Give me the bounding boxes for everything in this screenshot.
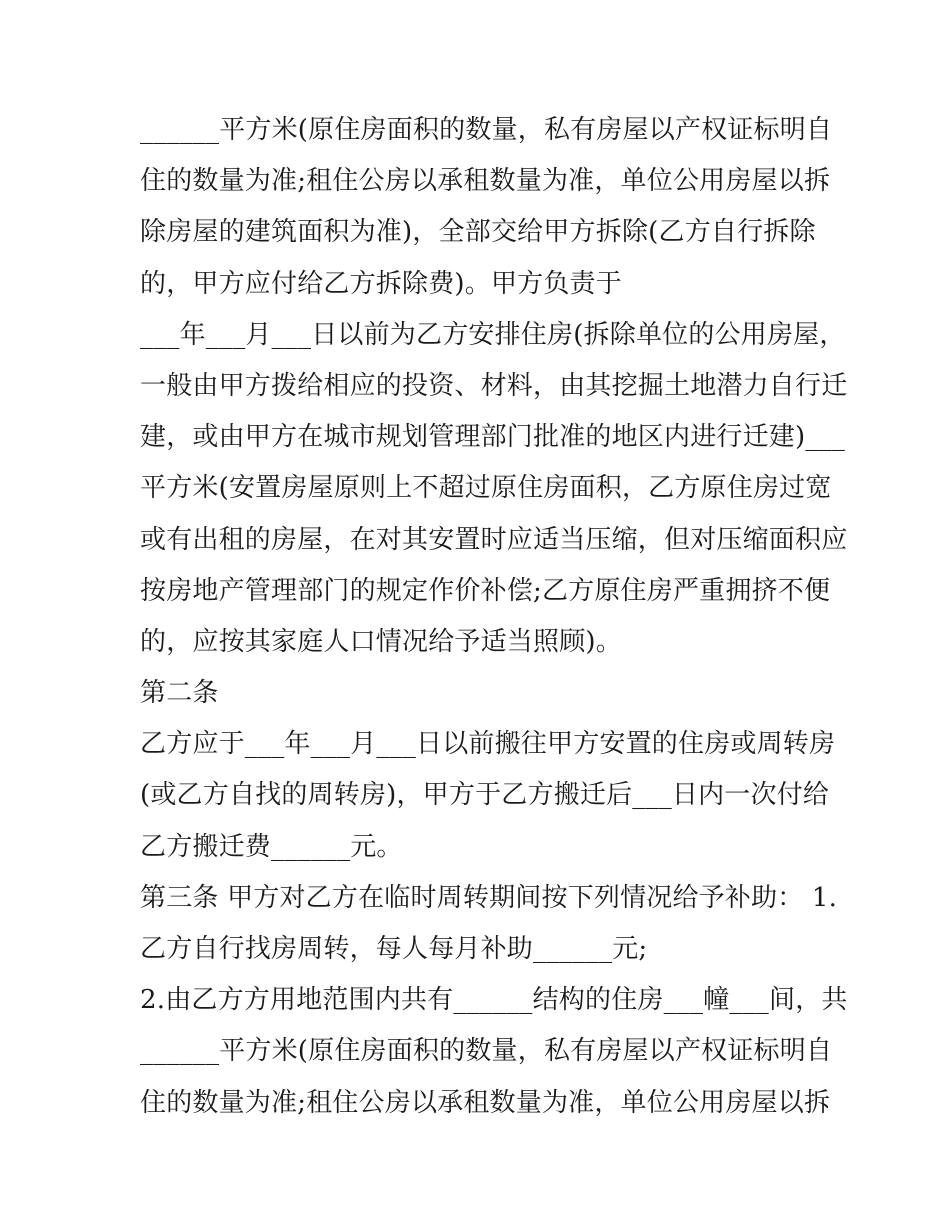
text-line: 的，应按其家庭人口情况给予适当照顾)。 <box>140 626 622 657</box>
text-line: ______平方米(原住房面积的数量，私有房屋以产权证标明自 <box>140 1036 833 1067</box>
text-line: 平方米(安置房屋原则上不超过原住房面积，乙方原住房过宽 <box>140 473 832 504</box>
text-line: 一般由甲方拨给相应的投资、材料，由其挖掘土地潜力自行迁 <box>140 370 848 401</box>
text-line: 乙方自行找房周转，每人每月补助______元; <box>140 934 648 964</box>
text-line: 建，或由甲方在城市规划管理部门批准的地区内进行迁建)___ <box>140 422 845 453</box>
text-line: 的，甲方应付给乙方拆除费)。甲方负责于 <box>140 268 622 299</box>
text-line: 2.由乙方方用地范围内共有______结构的住房___幢___间，共 <box>140 985 848 1016</box>
text-line: 住的数量为准;租住公房以承租数量为准，单位公用房屋以拆 <box>140 166 831 197</box>
text-line: 住的数量为准;租住公房以承租数量为准，单位公用房屋以拆 <box>140 1087 831 1118</box>
document-body <box>140 105 848 1129</box>
text-line: 按房地产管理部门的规定作价补偿;乙方原住房严重拥挤不便 <box>140 575 831 606</box>
text-line: 乙方应于___年___月___日以前搬往甲方安置的住房或周转房 <box>140 729 836 760</box>
text-line: 或有出租的房屋，在对其安置时应适当压缩，但对压缩面积应 <box>140 524 848 555</box>
text-line: 乙方搬迁费______元。 <box>140 831 403 862</box>
text-line: ___年___月___日以前为乙方安排住房(拆除单位的公用房屋， <box>140 319 846 350</box>
text-line: (或乙方自找的周转房)，甲方于乙方搬迁后___日内一次付给 <box>140 780 830 811</box>
section-heading: 第二条 <box>140 678 219 709</box>
text-line: ______平方米(原住房面积的数量，私有房屋以产权证标明自 <box>140 115 833 145</box>
text-line: 除房屋的建筑面积为准)，全部交给甲方拆除(乙方自行拆除 <box>140 217 816 248</box>
text-line: 第三条 甲方对乙方在临时周转期间按下列情况给予补助： 1. <box>140 882 838 913</box>
